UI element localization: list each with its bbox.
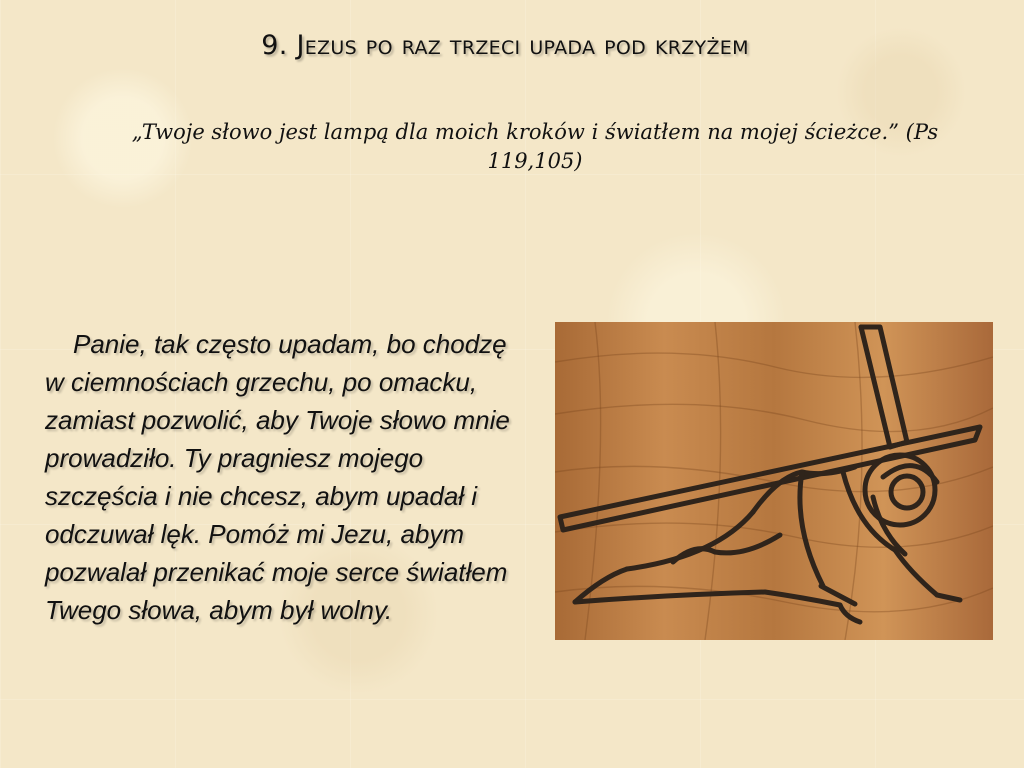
prayer-text: Panie, tak często upadam, bo chodzę w ciemnościach grzechu, po omacku, zamiast pozwolić, aby Twoje słowo mnie prowadziło. Ty pragniesz mojego szczęścia i nie chcesz, abym upadał i odczuwał lęk. Pomóż mi Jezu, abym pozwalał przenikać moje serce światłem Twego słowa, abym był wolny. (45, 329, 510, 625)
scripture-quote: „Twoje słowo jest lampą dla moich kroków i światłem na mojej ścieżce.” (Ps 119,105) (131, 120, 939, 173)
station-relief-image (555, 322, 993, 640)
slide-title: 9. Jezus po raz trzeci upada pod krzyżem (261, 30, 749, 61)
jesus-falling-under-cross-illustration (555, 322, 993, 640)
